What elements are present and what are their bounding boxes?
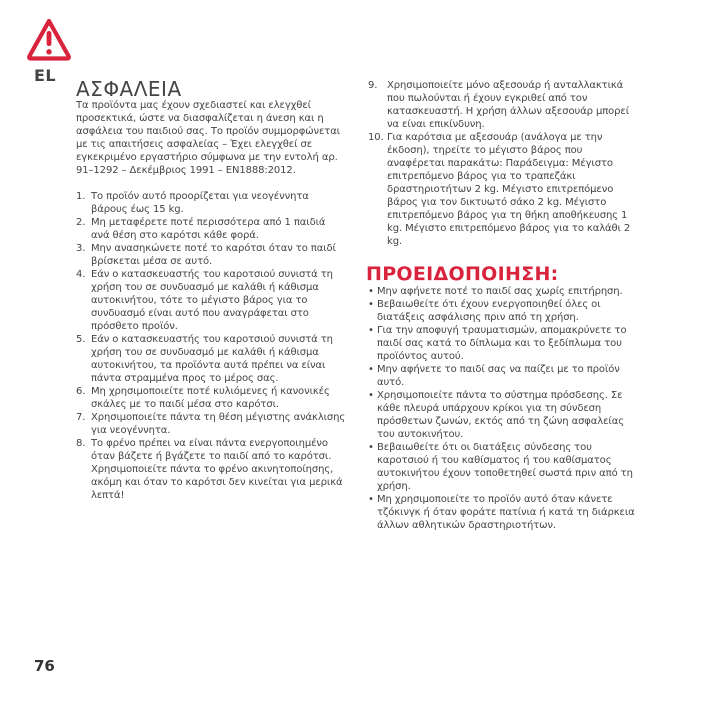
list-item-text: Εάν ο κατασκευαστής του καροτσιού συνιστά τη χρήση του σε συνδυασμό με καλάθι ή κάθισμα αυτοκινήτου, τα προϊόντα αυτά πρέπει να είναι πάντα στραμμένα προς το μέρος σας. xyxy=(91,334,333,384)
left-column xyxy=(76,79,346,502)
warning-item: • Μη χρησιμοποιείτε το προϊόν αυτό όταν κάνετε τζόκινγκ ή όταν φοράτε πατίνια ή κατά τη διάρκεια άλλων αθλητικών δραστηριοτήτων. xyxy=(368,493,640,532)
list-item xyxy=(76,242,346,268)
list-item-number: 4. xyxy=(76,269,86,280)
list-item-text: Μη μεταφέρετε ποτέ περισσότερα από 1 παιδιά ανά θέση στο καρότσι κάθε φορά. xyxy=(91,217,326,241)
list-item-text: Χρησιμοποιείτε πάντα τη θέση μέγιστης ανάκλισης για νεογέννητα. xyxy=(91,412,346,436)
warning-item: • Μην αφήνετε ποτέ το παιδί σας χωρίς επιτήρηση. xyxy=(368,285,640,298)
list-item-number: 1. xyxy=(76,191,86,202)
list-item-number: 10. xyxy=(368,132,384,143)
language-code: EL xyxy=(34,66,57,85)
safety-intro: Τα προϊόντα μας έχουν σχεδιαστεί και ελεγχθεί προσεκτικά, ώστε να διασφαλίζεται η άνεση και η ασφάλεια του παιδιού σας. Το προϊόν συμμορφώνεται με τις απαιτήσεις ασφαλείας – Έχει ελεγχθεί σε εγκεκριμένο εργαστήριο σύμφωνα με την εντολή αρ. 91–1292 – Δεκέμβριος 1991 – EN1888:2012. xyxy=(76,100,340,176)
list-item-number: 2. xyxy=(76,217,86,228)
list-item-number: 8. xyxy=(76,438,86,449)
right-column xyxy=(368,79,640,532)
warning-item: • Μην αφήνετε το παιδί σας να παίζει με το προϊόν αυτό. xyxy=(368,363,640,389)
list-item-text: Για καρότσια με αξεσουάρ (ανάλογα με την έκδοση), τηρείτε το μέγιστο βάρος που αναφέρεται παρακάτω: Παράδειγμα: Μέγιστο επιτρεπόμενο βάρος για το τραπεζάκι δραστηριοτήτων 2 kg. Μέγιστο επιτρεπόμενο βάρος για τον δικτυωτό σάκο 2 kg. Μέγιστο επιτρεπόμενο βάρος για τη θήκη αποθήκευσης 1 kg. Μέγιστο επιτρεπόμενο βάρος για το καλάθι 2 kg. xyxy=(387,132,631,247)
list-item-text: Εάν ο κατασκευαστής του καροτσιού συνιστά τη χρήση του σε συνδυασμό με καλάθι ή κάθισμα αυτοκινήτου, τότε το μέγιστο βάρος για το συνδυασμό είναι αυτό που αναγράφεται στο πρόσθετο προϊόν. xyxy=(91,269,333,332)
list-item xyxy=(368,131,640,248)
list-item-text: Μην ανασηκώνετε ποτέ το καρότσι όταν το παιδί βρίσκεται μέσα σε αυτό. xyxy=(91,243,336,267)
safety-list-continued xyxy=(368,79,640,248)
list-item xyxy=(76,216,346,242)
list-item xyxy=(76,385,346,411)
list-item-number: 9. xyxy=(368,80,378,91)
list-item xyxy=(76,411,346,437)
list-item-number: 5. xyxy=(76,334,86,345)
list-item-number: 6. xyxy=(76,386,86,397)
warning-triangle-icon xyxy=(27,18,71,62)
list-item xyxy=(76,437,346,502)
list-item-number: 7. xyxy=(76,412,86,423)
list-item-number: 3. xyxy=(76,243,86,254)
page-number: 76 xyxy=(34,657,55,675)
list-item-text: Χρησιμοποιείτε μόνο αξεσουάρ ή ανταλλακτικά που πωλούνται ή έχουν εγκριθεί από τον κατασκευαστή. Η χρήση άλλων αξεσουάρ μπορεί να είναι επικίνδυνη. xyxy=(387,80,630,130)
list-item-text: Το προϊόν αυτό προορίζεται για νεογέννητα βάρους έως 15 kg. xyxy=(91,191,309,215)
warning-item: • Βεβαιωθείτε ότι έχουν ενεργοποιηθεί όλες οι διατάξεις ασφάλισης πριν από τη χρήση. xyxy=(368,298,640,324)
warning-title: ΠΡΟΕΙΔΟΠΟΙΗΣΗ: xyxy=(366,263,559,285)
list-item-text: Το φρένο πρέπει να είναι πάντα ενεργοποιημένο όταν βάζετε ή βγάζετε το παιδί από το καρότσι. Χρησιμοποιείτε πάντα το φρένο ακινητοποίησης, ακόμη και όταν το καρότσι δεν κινείται για μερικά λεπτά! xyxy=(91,438,343,501)
list-item xyxy=(76,333,346,385)
warning-item: • Για την αποφυγή τραυματισμών, απομακρύνετε το παιδί σας κατά το δίπλωμα και το ξεδίπλωμα του προϊόντος αυτού. xyxy=(368,324,640,363)
warning-list xyxy=(368,285,640,532)
list-item xyxy=(76,190,346,216)
list-item xyxy=(368,79,640,131)
list-item xyxy=(76,268,346,333)
warning-item: • Χρησιμοποιείτε πάντα το σύστημα πρόσδεσης. Σε κάθε πλευρά υπάρχουν κρίκοι για τη σύνδεση πρόσθετων ζωνών, εκτός από τη ζώνη ασφαλείας του αυτοκινήτου. xyxy=(368,389,640,441)
safety-title: ΑΣΦΑΛΕΙΑ xyxy=(76,77,182,101)
list-item-text: Μη χρησιμοποιείτε ποτέ κυλιόμενες ή κανονικές σκάλες με το παιδί μέσα στο καρότσι. xyxy=(91,386,330,410)
warning-item: • Βεβαιωθείτε ότι οι διατάξεις σύνδεσης του καροτσιού ή του καθίσματος ή του καθίσματος αυτοκινήτου έχουν τοποθετηθεί σωστά πριν από τη χρήση. xyxy=(368,441,640,493)
safety-list xyxy=(76,190,346,502)
